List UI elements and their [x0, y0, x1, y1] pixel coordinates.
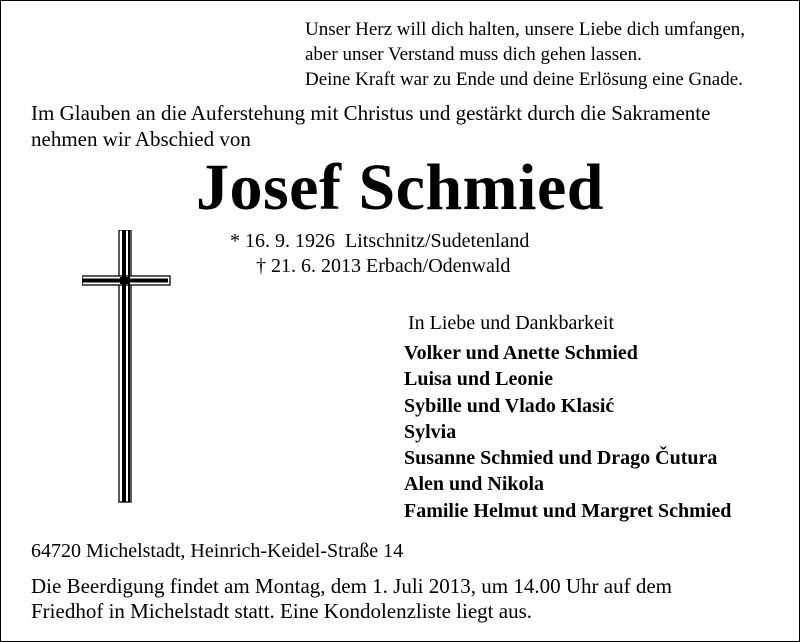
intro-line: nehmen wir Abschied von — [31, 127, 251, 151]
family-member: Volker und Anette Schmied — [404, 342, 638, 364]
family-member: Luisa und Leonie — [404, 368, 553, 391]
death-date: † 21. 6. 2013 Erbach/Odenwald — [256, 255, 511, 277]
funeral-notice-line: Friedhof in Michelstadt statt. Eine Kondolenzliste liegt aus. — [31, 599, 532, 623]
cross-icon — [82, 230, 172, 510]
poem-block — [305, 17, 745, 92]
deceased-name: Josef Schmied — [196, 151, 604, 224]
poem-line: Unser Herz will dich halten, unsere Liebe dich umfangen, — [305, 19, 746, 40]
family-member: Sybille und Vlado Klasić — [404, 394, 615, 417]
funeral-notice-line: Die Beerdigung findet am Montag, dem 1. Juli 2013, um 14.00 Uhr auf dem — [31, 574, 672, 598]
intro-line: Im Glauben an die Auferstehung mit Christus und gestärkt durch die Sakramente — [31, 101, 711, 125]
birth-date: * 16. 9. 1926 Litschnitz/Sudetenland — [230, 230, 530, 252]
poem-line: Deine Kraft war zu Ende und deine Erlösung eine Gnade. — [305, 69, 743, 90]
life-dates — [230, 229, 529, 279]
family-member: Familie Helmut und Margret Schmied — [404, 499, 732, 522]
funeral-notice — [31, 574, 672, 624]
intro-text — [31, 100, 710, 152]
family-member: Sylvia — [404, 420, 457, 443]
family-member: Alen und Nikola — [404, 473, 545, 496]
family-list — [404, 340, 731, 524]
address: 64720 Michelstadt, Heinrich-Keidel-Straße 14 — [31, 540, 404, 562]
poem-line: aber unser Verstand muss dich gehen lassen. — [305, 44, 642, 65]
family-member: Susanne Schmied und Drago Čutura — [404, 447, 718, 470]
thanks-line: In Liebe und Dankbarkeit — [408, 312, 615, 334]
